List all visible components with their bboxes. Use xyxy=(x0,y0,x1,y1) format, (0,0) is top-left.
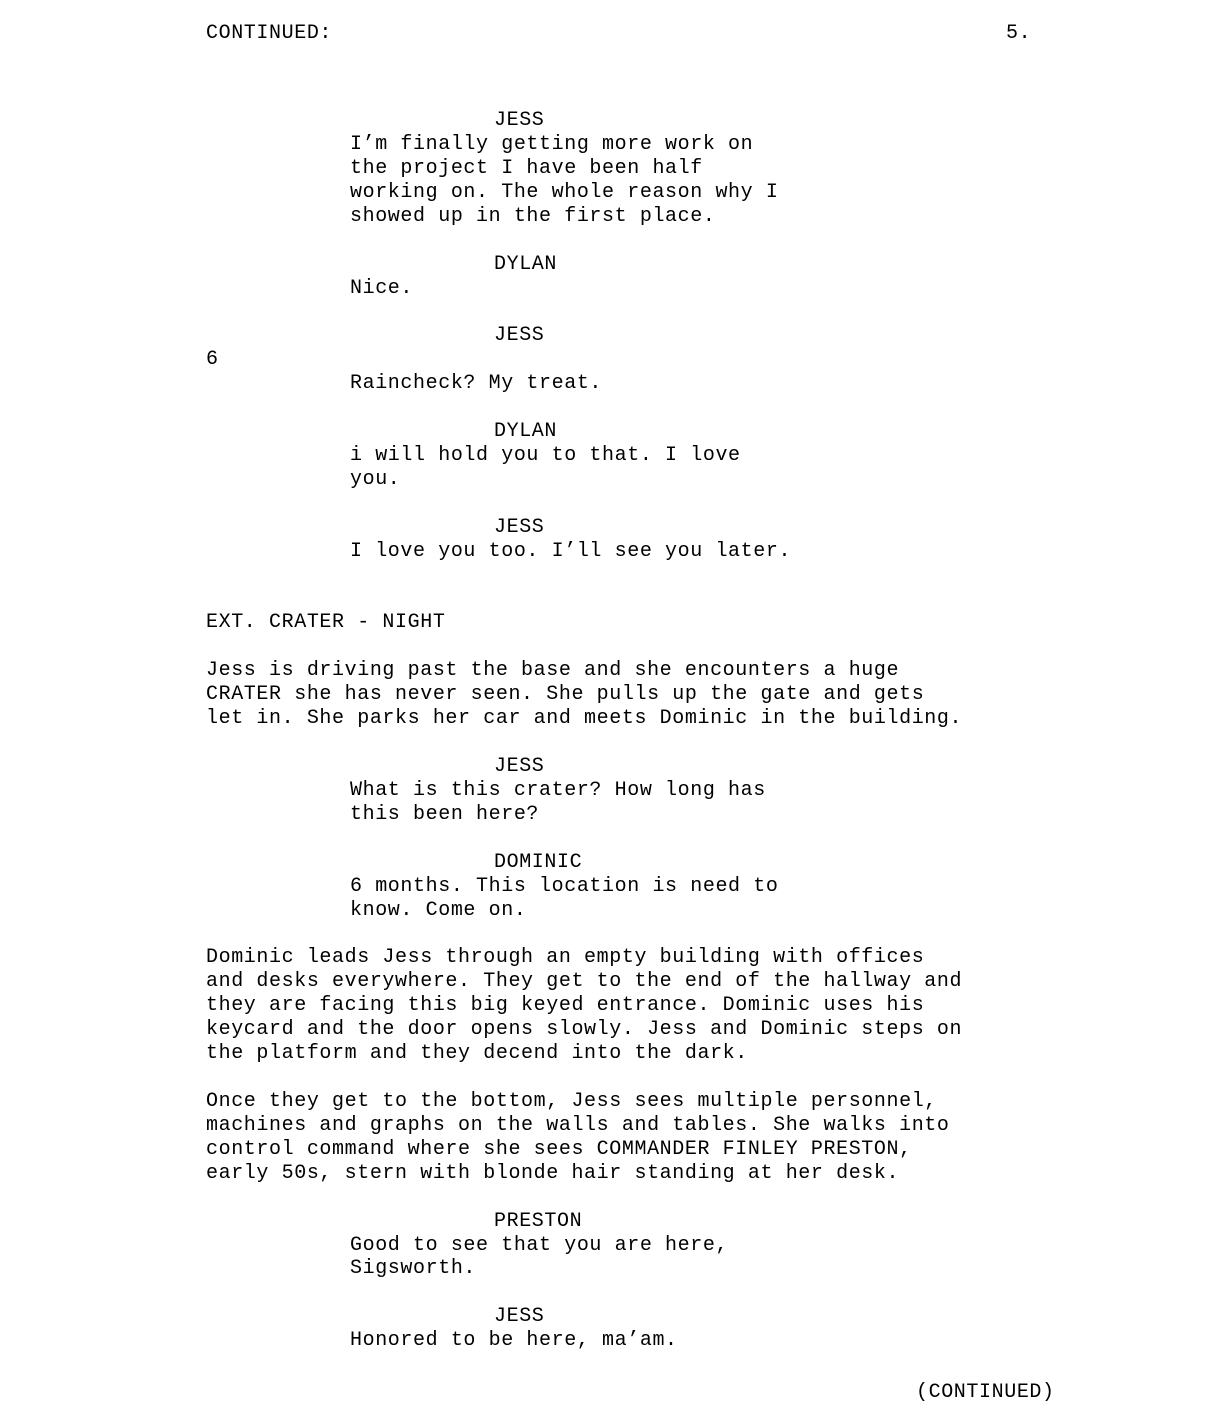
character-cue: DYLAN xyxy=(494,420,558,443)
dialogue-line: Raincheck? My treat. xyxy=(350,372,603,395)
dialogue-line: Good to see that you are here, xyxy=(350,1234,729,1257)
action-line: they are facing this big keyed entrance. Dominic uses his xyxy=(206,994,925,1017)
dialogue-line: working on. The whole reason why I xyxy=(350,181,779,204)
character-cue: JESS xyxy=(494,516,545,539)
action-line: Once they get to the bottom, Jess sees multiple personnel, xyxy=(206,1090,937,1113)
dialogue-line: i will hold you to that. I love xyxy=(350,444,741,467)
scene-heading: EXT. CRATER - NIGHT xyxy=(206,611,446,634)
action-line: keycard and the door opens slowly. Jess and Dominic steps on xyxy=(206,1018,963,1041)
action-line: and desks everywhere. They get to the end of the hallway and xyxy=(206,970,963,993)
dialogue-line: the project I have been half xyxy=(350,157,703,180)
dialogue-line: I love you too. I’ll see you later. xyxy=(350,540,792,563)
action-line: early 50s, stern with blonde hair standing at her desk. xyxy=(206,1162,900,1185)
character-cue: JESS xyxy=(494,755,545,778)
character-cue: PRESTON xyxy=(494,1210,583,1233)
continued-footer: (CONTINUED) xyxy=(916,1381,1055,1404)
character-cue: DOMINIC xyxy=(494,851,583,874)
continued-header: CONTINUED: xyxy=(206,22,333,45)
action-line: CRATER she has never seen. She pulls up the gate and gets xyxy=(206,683,925,706)
action-line: control command where she sees COMMANDER FINLEY PRESTON, xyxy=(206,1138,912,1161)
action-line: Dominic leads Jess through an empty building with offices xyxy=(206,946,925,969)
dialogue-line: this been here? xyxy=(350,803,540,826)
dialogue-line: you. xyxy=(350,468,401,491)
character-cue: DYLAN xyxy=(494,253,558,276)
page-number: 5. xyxy=(1006,22,1032,45)
character-cue: JESS xyxy=(494,109,545,132)
dialogue-line: What is this crater? How long has xyxy=(350,779,766,802)
scene-number: 6 xyxy=(206,348,219,371)
dialogue-line: I’m finally getting more work on xyxy=(350,133,754,156)
action-line: the platform and they decend into the dark. xyxy=(206,1042,748,1065)
dialogue-line: Sigsworth. xyxy=(350,1257,477,1280)
dialogue-line: 6 months. This location is need to xyxy=(350,875,779,898)
action-line: Jess is driving past the base and she encounters a huge xyxy=(206,659,900,682)
action-line: machines and graphs on the walls and tables. She walks into xyxy=(206,1114,950,1137)
character-cue: JESS xyxy=(494,324,545,347)
dialogue-line: Honored to be here, ma’am. xyxy=(350,1329,678,1352)
dialogue-line: Nice. xyxy=(350,277,414,300)
character-cue: JESS xyxy=(494,1305,545,1328)
dialogue-line: showed up in the first place. xyxy=(350,205,716,228)
dialogue-line: know. Come on. xyxy=(350,899,527,922)
action-line: let in. She parks her car and meets Dominic in the building. xyxy=(206,707,963,730)
